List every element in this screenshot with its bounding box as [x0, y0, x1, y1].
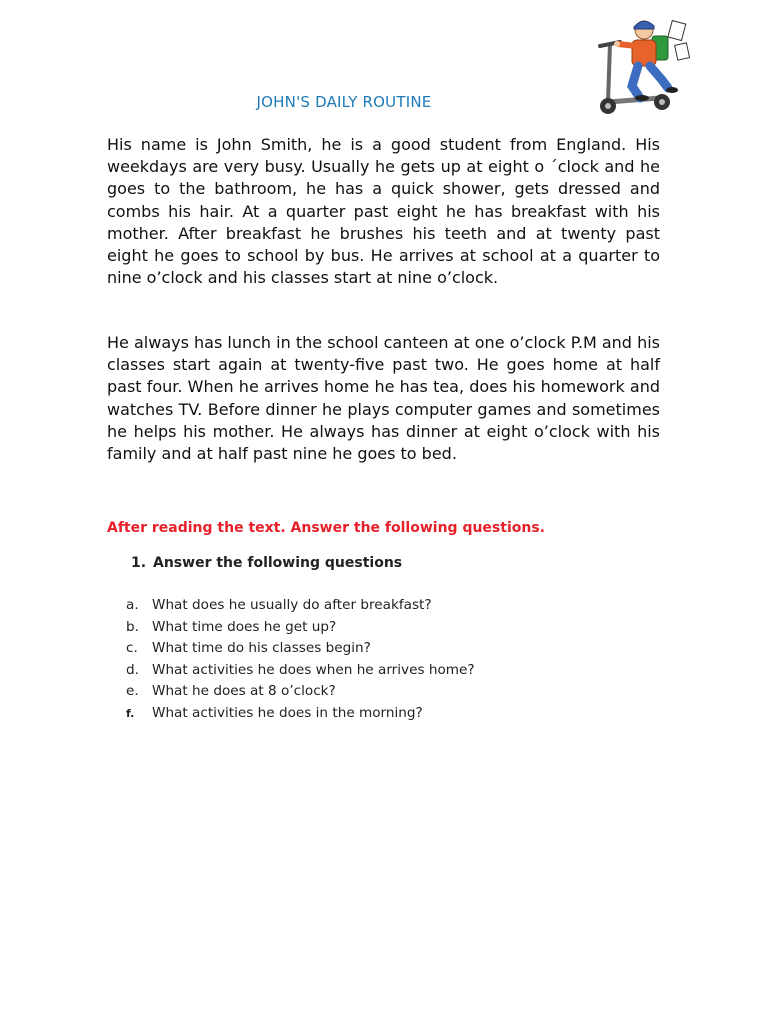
question-letter: a. [126, 597, 139, 613]
question-letter: e. [126, 683, 139, 699]
question-item [126, 683, 606, 705]
question-item [126, 705, 606, 727]
question-letter: f. [126, 706, 135, 720]
exercise-heading-text: Answer the following questions [153, 555, 403, 571]
question-item [126, 662, 606, 684]
question-text: What time do his classes begin? [152, 640, 371, 656]
question-list [126, 597, 606, 726]
question-text: What time does he get up? [152, 618, 337, 635]
paragraph-2: He always has lunch in the school canteen at one o’clock P.M and his classes start again at twenty-five past two. He goes home at half past four. When he arrives home he has tea, does his homework and watches TV. Before dinner he plays computer games and sometimes he helps his mother. He always has dinner at eight o’clock with his family and at half past nine he goes to bed. [107, 333, 660, 464]
instruction-text: After reading the text. Answer the following questions. [107, 520, 545, 536]
page-title: JOHN'S DAILY ROUTINE [256, 93, 432, 111]
question-text: What activities he does when he arrives home? [152, 661, 475, 678]
question-letter: d. [126, 661, 139, 678]
exercise-number: 1. [131, 555, 147, 571]
question-text: What does he usually do after breakfast? [152, 597, 432, 613]
question-text: What activities he does in the morning? [152, 704, 423, 721]
question-item [126, 640, 606, 662]
question-item [126, 597, 606, 619]
exercise-heading [131, 555, 402, 571]
paragraph-1: His name is John Smith, he is a good student from England. His weekdays are very busy. Usually he gets up at eight o ´clock and he goes to the bathroom, he has a quick shower, gets dressed and combs his hair. At a quarter past eight he has breakfast with his mother. After breakfast he brushes his teeth and at twenty past eight he goes to school by bus. He arrives at school at a quarter to nine o’clock and his classes start at nine o’clock. [107, 135, 660, 288]
question-letter: c. [126, 640, 138, 656]
question-letter: b. [126, 618, 139, 635]
question-text: What he does at 8 o’clock? [152, 683, 336, 699]
question-item [126, 619, 606, 641]
